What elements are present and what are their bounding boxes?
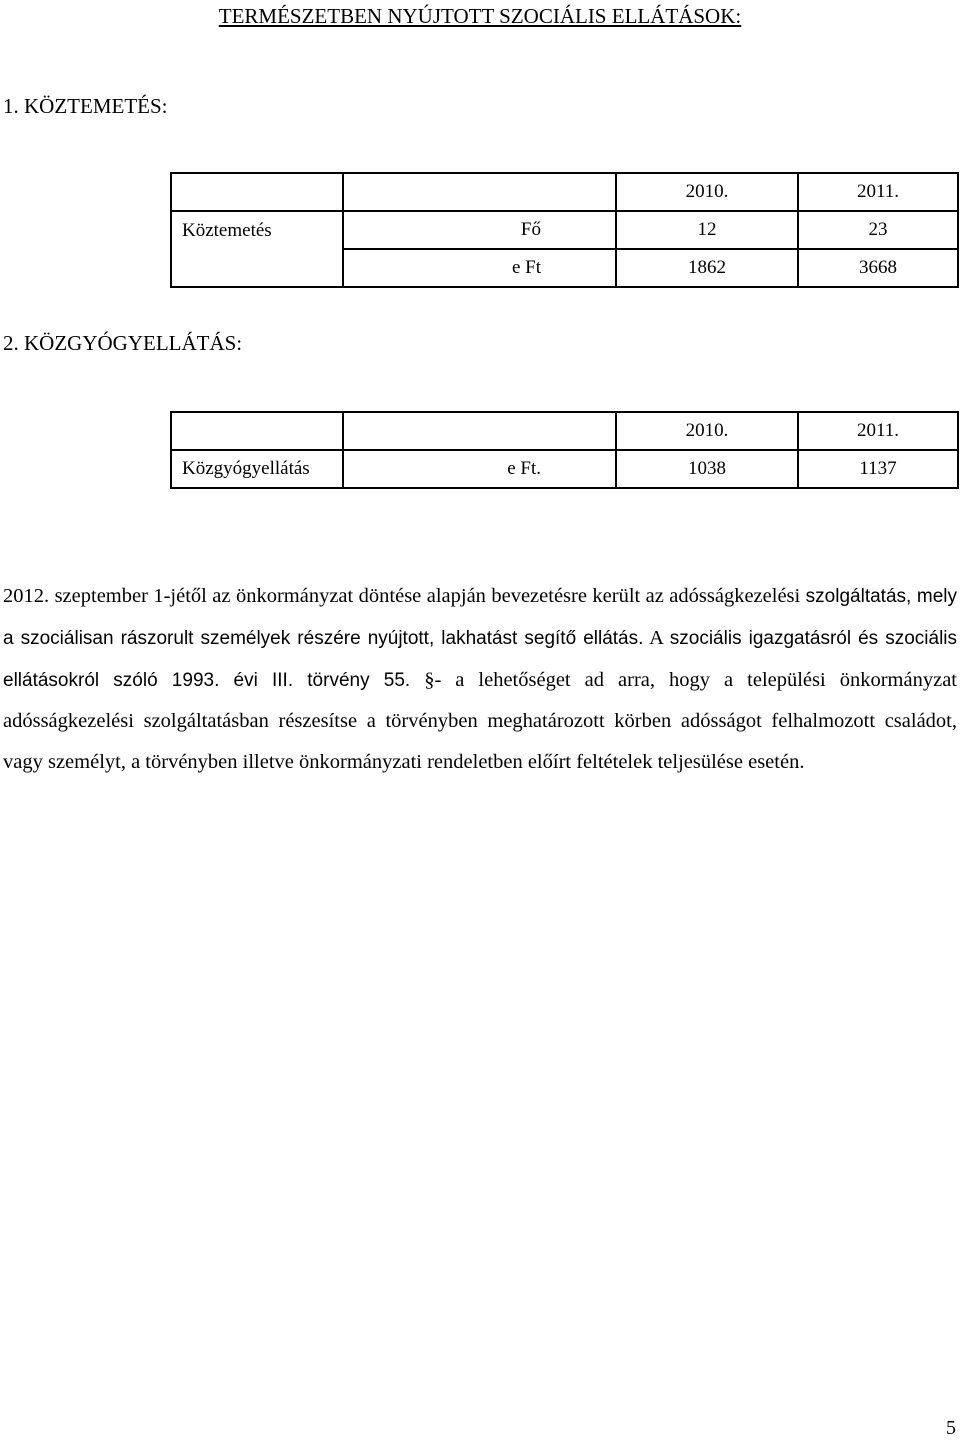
table-cell: 2010. — [616, 412, 798, 450]
table-cell: 1137 — [798, 450, 958, 488]
paragraph-text: A — [643, 626, 663, 649]
table-cell: 1038 — [616, 450, 798, 488]
table-header-row — [171, 173, 958, 211]
table-cell: 2010. — [616, 173, 798, 211]
table-cell — [343, 173, 616, 211]
table-cell — [343, 412, 616, 450]
table-cell: 1862 — [616, 249, 798, 287]
koztemetes-table — [170, 172, 959, 288]
table-cell — [171, 249, 343, 287]
table-cell: e Ft — [343, 249, 616, 287]
table-cell: 3668 — [798, 249, 958, 287]
paragraph-text: §- a lehetőséget ad arra, hogy a települési önkormányzat adósságkezelési szolgáltatásban részesítse a törvényben meghatározott körben adósságot felhalmozott családot, vagy személyt, a törvényben illetve önkormányzati rendeletben előírt feltételek teljesülése esetén. — [3, 668, 957, 774]
body-paragraph — [3, 576, 957, 783]
table-cell: Köztemetés — [171, 211, 343, 249]
page-title: TERMÉSZETBEN NYÚJTOTT SZOCIÁLIS ELLÁTÁSOK: — [218, 4, 742, 28]
section-heading-koztemetes: 1. KÖZTEMETÉS: — [3, 94, 168, 118]
table-cell: Közgyógyellátás — [171, 450, 343, 488]
section-heading-kozgyogyellatas: 2. KÖZGYÓGYELLÁTÁS: — [3, 331, 243, 355]
table-cell: Fő — [343, 211, 616, 249]
table-cell: 12 — [616, 211, 798, 249]
kozgyogyellatas-table — [170, 411, 959, 489]
table-row — [171, 211, 958, 249]
table-cell: 23 — [798, 211, 958, 249]
table-cell — [171, 173, 343, 211]
table-row — [171, 249, 958, 287]
paragraph-text: szolgáltatás, mely a szociálisan rászorult személyek részére nyújtott, lakhatást segítő ellátás. — [3, 586, 957, 649]
table-cell: 2011. — [798, 173, 958, 211]
paragraph-text: 2012. szeptember 1-jétől az önkormányzat döntése alapján bevezetésre került az adósságkezelési — [3, 585, 801, 607]
page-number: 5 — [946, 1417, 956, 1439]
table-cell: e Ft. — [343, 450, 616, 488]
table-header-row — [171, 412, 958, 450]
table-cell: 2011. — [798, 412, 958, 450]
table-row — [171, 450, 958, 488]
paragraph-text: szociális igazgatásról és szociális ellátásokról szóló 1993. évi III. törvény 55. — [3, 627, 958, 691]
table-cell — [171, 412, 343, 450]
